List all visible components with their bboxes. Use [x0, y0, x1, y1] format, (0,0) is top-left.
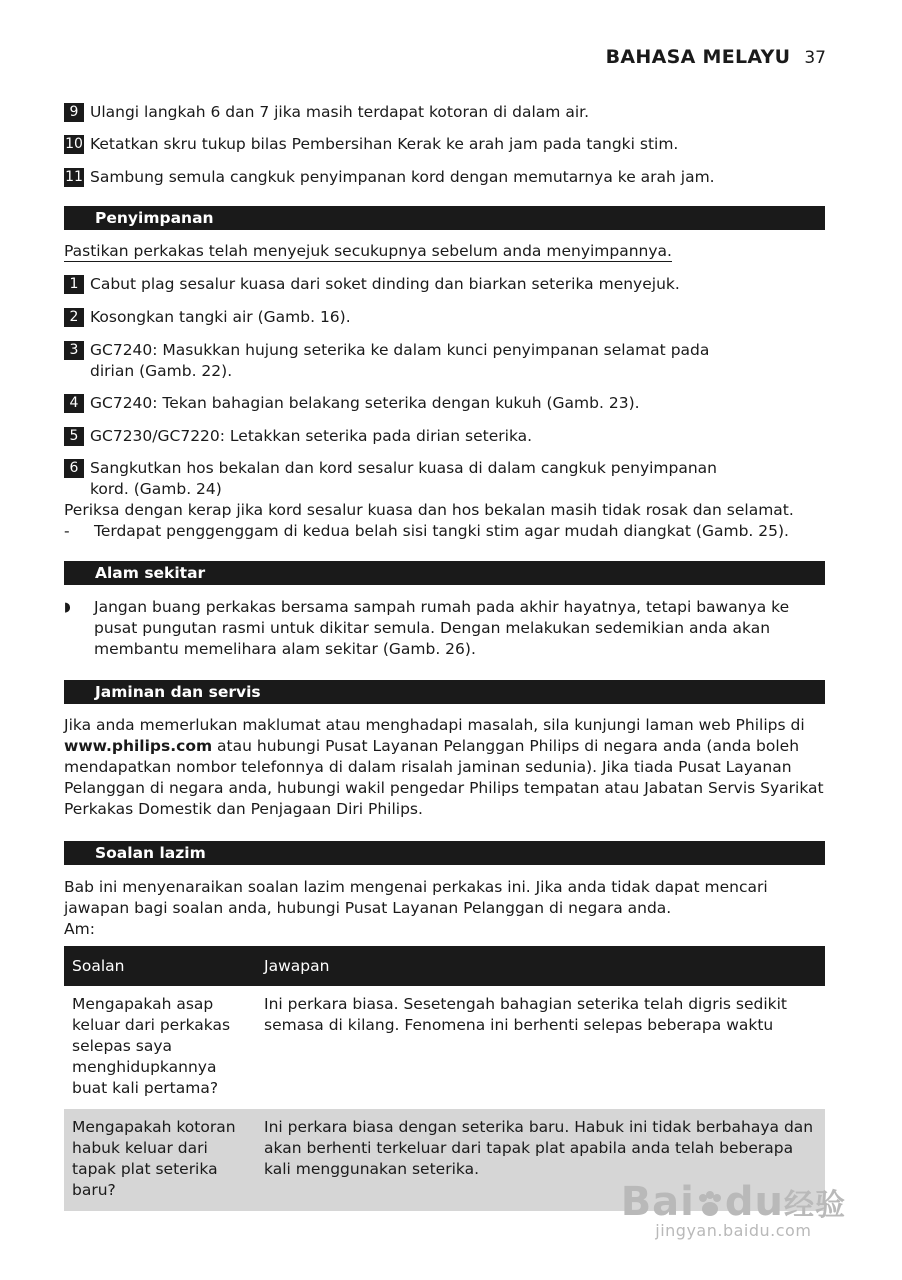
storage-step-6: [64, 458, 744, 500]
bullet-icon: ◗: [64, 600, 71, 615]
environment-text: Jangan buang perkakas bersama sampah rumah pada akhir hayatnya, tetapi bawanya ke pusat pungutan rasmi untuk dikitar semula. Dengan melakukan sedemikian anda akan membantu memelihara alam sekitar (Gamb. 26).: [94, 598, 790, 658]
step-number: 2: [64, 308, 84, 327]
faq-table: [64, 946, 825, 1211]
page-header: [606, 46, 826, 68]
watermark-logo-cn: 经验: [784, 1188, 846, 1223]
faq-question: Mengapakah kotoran habuk keluar dari tapak plat seterika baru?: [64, 1109, 256, 1211]
step-number: 1: [64, 275, 84, 294]
section-heading-storage: Penyimpanan: [64, 206, 825, 230]
faq-question: Mengapakah asap keluar dari perkakas selepas saya menghidupkannya buat kali pertama?: [72, 995, 231, 1097]
storage-step-4: [64, 393, 744, 414]
step-number: 11: [65, 169, 83, 185]
guarantee-text-after: atau hubungi Pusat Layanan Pelanggan Philips di negara anda (anda boleh mendapatkan nombor telefonnya di dalam risalah jaminan sedunia). Jika tiada Pusat Layanan Pelanggan di negara anda, hubungi wakil pengedar Philips tempatan atau Jabatan Servis Syarikat Perkakas Domestik dan Penjagaan Diri Philips.: [64, 737, 824, 818]
step-text: Sangkutkan hos bekalan dan kord sesalur kuasa di dalam cangkuk penyimpanan kord. (Gamb. 24): [90, 459, 718, 498]
step-text: Cabut plag sesalur kuasa dari soket dinding dan biarkan seterika menyejuk.: [90, 275, 680, 293]
watermark-logo-right: du: [724, 1179, 784, 1225]
faq-am-label: Am:: [64, 920, 95, 938]
storage-step-2: [64, 307, 744, 328]
environment-bullet: [64, 597, 825, 660]
section-heading-environment: Alam sekitar: [64, 561, 825, 585]
faq-answer: Ini perkara biasa. Sesetengah bahagian seterika telah digris sedikit semasa di kilang. Fenomena ini berhenti selepas beberapa waktu: [264, 995, 787, 1034]
step-10: [64, 134, 744, 155]
dash-text: Terdapat penggenggam di kedua belah sisi tangki stim agar mudah diangkat (Gamb. 25).: [94, 522, 789, 540]
storage-intro: [64, 241, 825, 262]
table-row: [64, 986, 825, 1109]
step-text: Sambung semula cangkuk penyimpanan kord dengan memutarnya ke arah jam.: [90, 168, 715, 186]
storage-step-3: [64, 340, 744, 382]
header-language: BAHASA MELAYU: [605, 46, 791, 68]
section-heading-guarantee: Jaminan dan servis: [64, 680, 825, 704]
baidu-watermark: [621, 1179, 846, 1240]
faq-intro: Bab ini menyenaraikan soalan lazim mengenai perkakas ini. Jika anda tidak dapat mencari jawapan bagi soalan anda, hubungi Pusat Layanan Pelanggan di negara anda.: [64, 878, 768, 917]
step-text: Ulangi langkah 6 dan 7 jika masih terdapat kotoran di dalam air.: [90, 103, 590, 121]
step-number: 5: [64, 427, 84, 446]
watermark-url: jingyan.baidu.com: [655, 1221, 812, 1240]
guarantee-paragraph: [64, 715, 825, 820]
step-text: GC7230/GC7220: Letakkan seterika pada dirian seterika.: [90, 427, 533, 445]
step-number: 9: [64, 103, 84, 122]
storage-note: Periksa dengan kerap jika kord sesalur kuasa dan hos bekalan masih tidak rosak dan selamat.: [64, 501, 794, 519]
step-number: 4: [64, 394, 84, 413]
guarantee-text-before: Jika anda memerlukan maklumat atau menghadapi masalah, sila kunjungi laman web Philips di: [64, 716, 805, 734]
step-number: 6: [64, 459, 84, 478]
step-text: Kosongkan tangki air (Gamb. 16).: [90, 308, 351, 326]
philips-link[interactable]: www.philips.com: [64, 737, 213, 755]
storage-intro-text: Pastikan perkakas telah menyejuk secukupnya sebelum anda menyimpannya.: [64, 242, 672, 260]
step-9: [64, 102, 744, 123]
page-number: 37: [804, 48, 826, 68]
paw-icon: [695, 1189, 725, 1219]
step-text: GC7240: Masukkan hujung seterika ke dalam kunci penyimpanan selamat pada dirian (Gamb. 22).: [90, 341, 710, 380]
faq-col-question: Soalan: [64, 946, 256, 986]
step-text: GC7240: Tekan bahagian belakang seterika dengan kukuh (Gamb. 23).: [90, 394, 640, 412]
step-number: 10: [65, 136, 83, 152]
faq-col-answer: Jawapan: [256, 946, 825, 986]
step-11: [64, 167, 744, 188]
section-heading-faq: Soalan lazim: [64, 841, 825, 865]
storage-step-1: [64, 274, 744, 295]
faq-header-row: [64, 946, 825, 986]
storage-step-5: [64, 426, 744, 447]
storage-dash-item: [64, 521, 825, 542]
watermark-logo-left: Bai: [620, 1179, 695, 1225]
step-text: Ketatkan skru tukup bilas Pembersihan Kerak ke arah jam pada tangki stim.: [90, 135, 679, 153]
step-number: 3: [64, 341, 84, 360]
dash-mark: -: [64, 522, 70, 540]
watermark-logo: [621, 1179, 846, 1225]
faq-answer: Ini perkara biasa dengan seterika baru. Habuk ini tidak berbahaya dan akan berhenti terkeluar dari tapak plat apabila anda telah beberapa kali menggunakan seterika.: [256, 1109, 825, 1211]
